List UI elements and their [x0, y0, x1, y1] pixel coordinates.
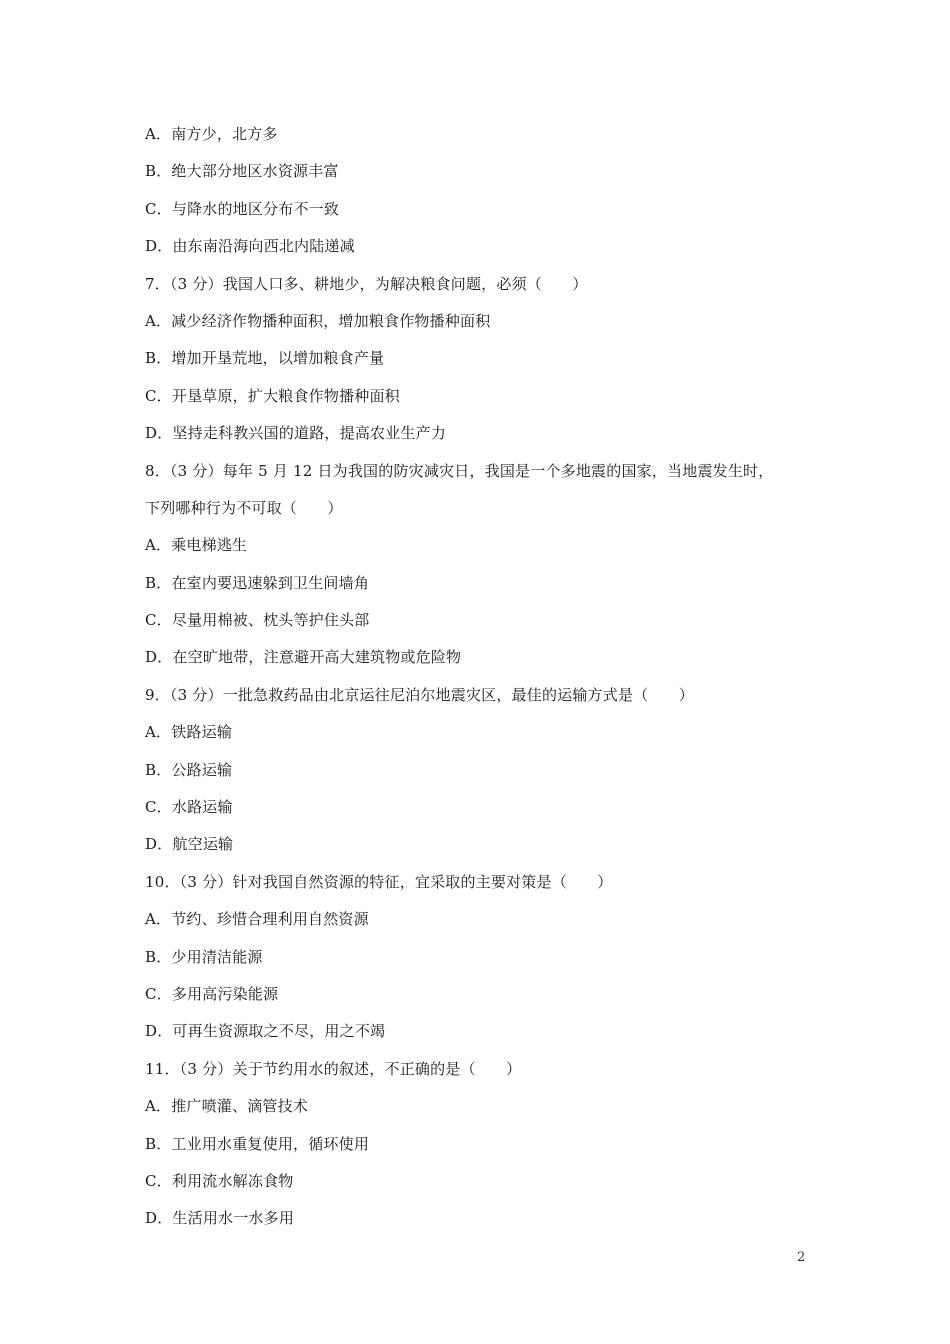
option-line: C．开垦草原，扩大粮食作物播种面积 — [145, 386, 400, 405]
option-line: D．在空旷地带，注意避开高大建筑物或危险物 — [145, 648, 462, 667]
option-line: D．坚持走科教兴国的道路，提高农业生产力 — [145, 424, 447, 443]
option-line: D．可再生资源取之不尽，用之不竭 — [145, 1022, 386, 1041]
option-line: B．绝大部分地区水资源丰富 — [145, 162, 339, 181]
question-9: 9．（3 分）一批急救药品由北京运往尼泊尔地震灾区，最佳的运输方式是（ ） — [145, 685, 694, 704]
option-line: C．利用流水解冻食物 — [145, 1171, 294, 1190]
option-line: B．在室内要迅速躲到卫生间墙角 — [145, 573, 370, 592]
option-line: A．南方少，北方多 — [145, 125, 278, 143]
option-line: A．减少经济作物播种面积，增加粮食作物播种面积 — [145, 311, 491, 330]
question-7: 7．（3 分）我国人口多、耕地少，为解决粮食问题，必须（ ） — [145, 274, 588, 293]
option-line: C．多用高污染能源 — [145, 984, 279, 1003]
option-line: D．航空运输 — [145, 835, 234, 854]
question-content — [145, 116, 825, 1238]
question-8-continued: 下列哪种行为不可取（ ） — [145, 498, 343, 517]
option-line: D．生活用水一水多用 — [145, 1209, 295, 1228]
option-line: A．乘电梯逃生 — [145, 536, 248, 555]
option-line: B．公路运输 — [145, 760, 233, 779]
option-line: B．增加开垦荒地，以增加粮食产量 — [145, 349, 385, 368]
option-line: A．节约、珍惜合理利用自然资源 — [145, 910, 369, 929]
option-line: B．少用清洁能源 — [145, 947, 263, 966]
question-10: 10．（3 分）针对我国自然资源的特征，宜采取的主要对策是（ ） — [145, 872, 613, 891]
page-number: 2 — [797, 1250, 806, 1265]
option-line: D．由东南沿海向西北内陆递减 — [145, 237, 355, 256]
question-8: 8．（3 分）每年 5 月 12 日为我国的防灾减灾日，我国是一个多地震的国家，当地震发生时， — [145, 461, 774, 480]
question-11: 11．（3 分）关于节约用水的叙述，不正确的是（ ） — [145, 1059, 522, 1078]
option-line: B．工业用水重复使用，循环使用 — [145, 1134, 370, 1153]
option-line: A．铁路运输 — [145, 723, 233, 742]
option-line: C．与降水的地区分布不一致 — [145, 199, 340, 218]
option-line: C．尽量用棉被、枕头等护住头部 — [145, 611, 370, 630]
option-line: A．推广喷灌、滴管技术 — [145, 1097, 309, 1116]
option-line: C．水路运输 — [145, 798, 233, 817]
